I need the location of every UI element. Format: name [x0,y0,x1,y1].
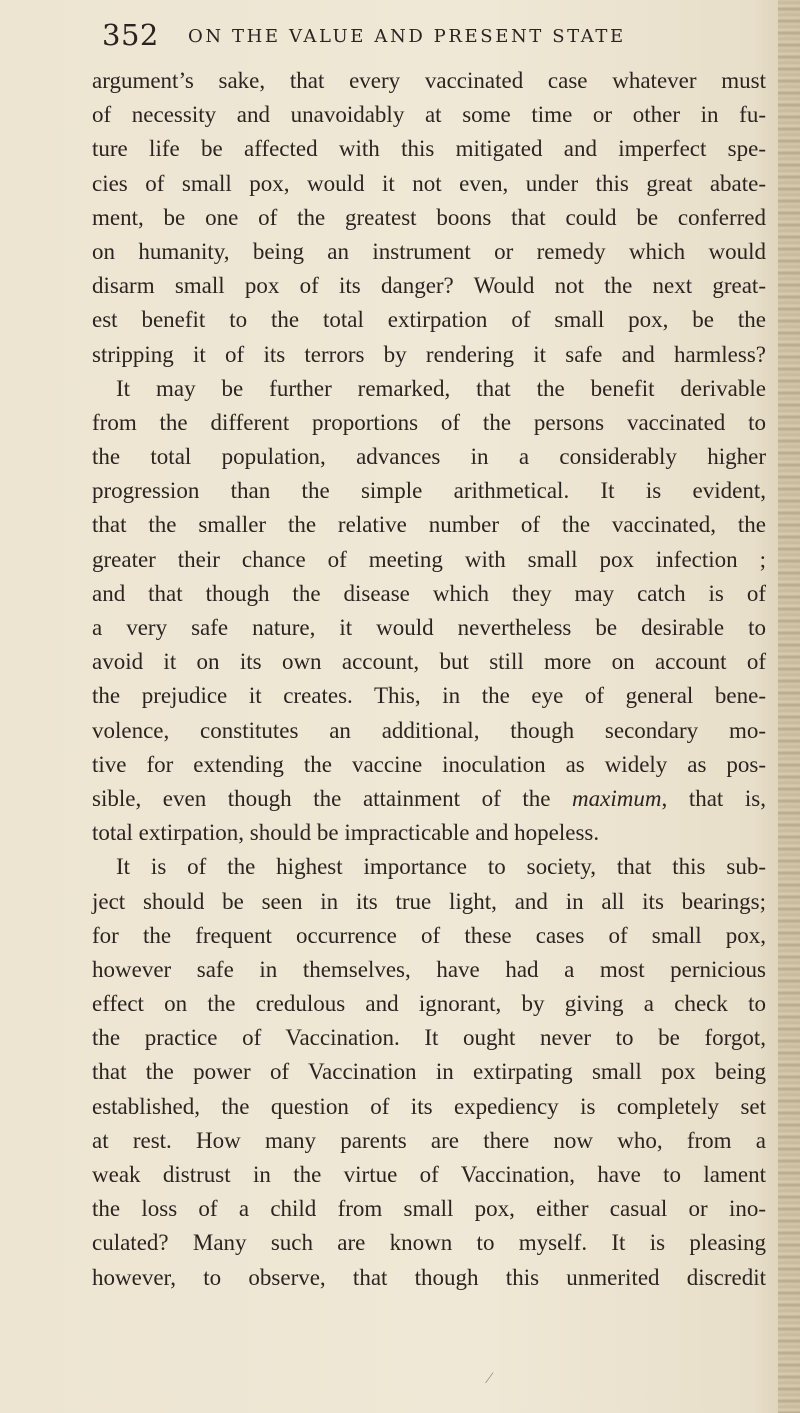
text-line: culated? Many such are known to myself. It is pleasing [92,1230,766,1256]
text-line: that the power of Vaccination in extirpating small pox being [92,1059,766,1085]
text-line: stripping it of its terrors by rendering it safe and harmless? [92,341,766,367]
page-edge [778,0,800,1413]
body-text [92,64,766,1295]
text-line: however safe in themselves, have had a most pernicious [92,956,766,982]
text-line: progression than the simple arithmetical. It is evident, [92,478,766,504]
text-line: and that though the disease which they may catch is of [92,580,766,606]
text-line: It may be further remarked, that the benefit derivable [116,375,766,401]
text-line [92,782,766,816]
text-line: at rest. How many parents are there now who, from a [92,1127,766,1153]
text-line: cies of small pox, would it not even, under this great abate- [92,170,766,196]
text-line: effect on the credulous and ignorant, by giving a check to [92,991,766,1017]
text-line: ject should be seen in its true light, and in all its bearings; [92,888,766,914]
text-line: weak distrust in the virtue of Vaccination, have to lament [92,1162,766,1187]
text-line: for the frequent occurrence of these cases of small pox, [92,922,766,948]
text-line: volence, constitutes an additional, though secondary mo- [92,717,766,743]
emphasized-word: maximum [572,785,662,811]
text-line: ture life be affected with this mitigated and imperfect spe- [92,136,766,162]
text-line-part: sible, even though the attainment of the [92,785,551,811]
text-line: the total population, advances in a considerably higher [92,444,766,470]
text-line: the loss of a child from small pox, either casual or ino- [92,1196,766,1222]
page-header [0,10,780,70]
text-line: greater their chance of meeting with small pox infection ; [92,546,766,572]
text-line: that the smaller the relative number of the vaccinated, the [92,512,766,538]
text-line: however, to observe, that though this unmerited discredit [92,1264,766,1290]
text-line: argument’s sake, that every vaccinated case whatever must [92,68,766,93]
text-line: established, the question of its expediency is completely set [92,1093,766,1119]
text-line: ment, be one of the greatest boons that could be conferred [92,204,766,230]
text-line: total extirpation, should be impracticable and hopeless. [92,820,600,846]
page-number: 352 [102,18,159,52]
text-line: a very safe nature, it would nevertheless be desirable to [92,615,766,640]
stray-mark: ⁄ [488,1370,491,1387]
text-line-part: , that is, [661,785,766,811]
text-line: from the different proportions of the persons vaccinated to [92,409,766,435]
text-line: disarm small pox of its danger? Would not the next great- [92,273,766,299]
text-line: avoid it on its own account, but still more on account of [92,649,766,675]
text-line: of necessity and unavoidably at some time or other in fu- [92,102,766,128]
text-line: It is of the highest importance to society, that this sub- [116,854,766,880]
text-line: the practice of Vaccination. It ought never to be forgot, [92,1025,766,1051]
text-line: on humanity, being an instrument or remedy which would [92,238,766,264]
running-title: ON THE VALUE AND PRESENT STATE [188,26,626,47]
text-line: the prejudice it creates. This, in the eye of general bene- [92,683,766,709]
text-line: est benefit to the total extirpation of small pox, be the [92,307,766,333]
text-line: tive for extending the vaccine inoculation as widely as pos- [92,751,766,777]
